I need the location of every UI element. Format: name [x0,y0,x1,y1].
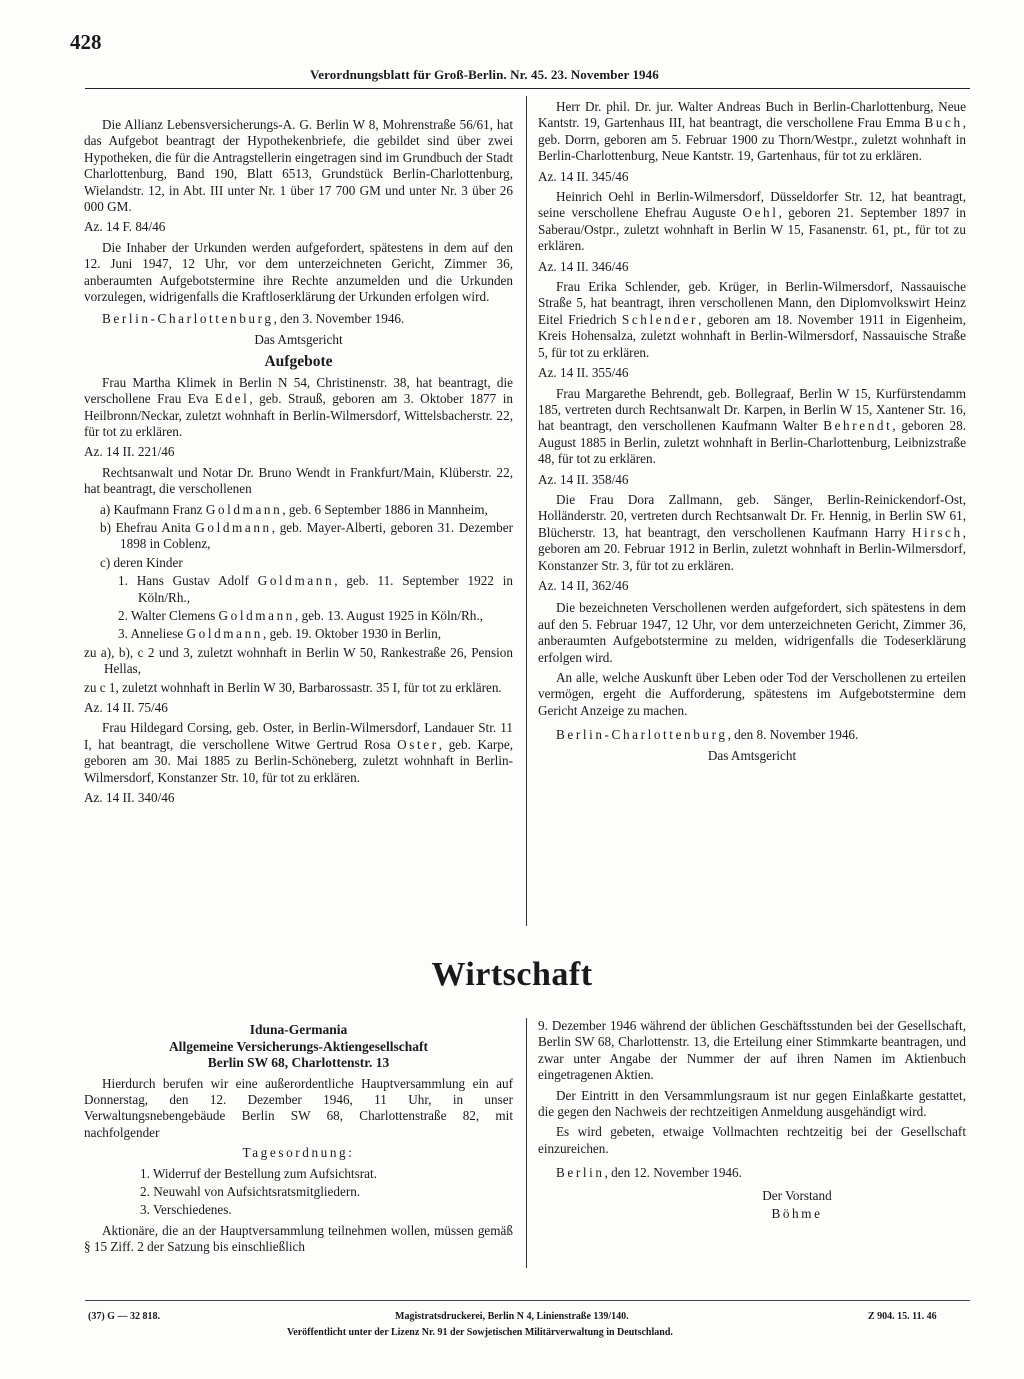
information-request: An alle, welche Auskunft über Leben oder Tod der Verschollenen zu erteilen vermögen, ergeht die Aufforderung, spätestens im Aufgebotstermine dem Gericht Anzeige zu machen. [538,670,966,718]
footer-print-code: (37) G — 32 818. [88,1311,160,1322]
dateline [538,727,966,743]
dateline-date: , den 8. November 1946. [727,727,859,743]
footer-rule [85,1300,970,1301]
wirtschaft-left-column [84,1022,513,1260]
footer-date-code: Z 904. 15. 11. 46 [868,1311,937,1322]
agenda-item: 2. Neuwahl von Aufsichtsratsmitgliedern. [140,1183,361,1199]
right-column [538,99,966,768]
wirtschaft-right-column [538,1018,966,1222]
surname: Goldmann [205,501,283,517]
meeting-notice-continued: 9. Dezember 1946 während der üblichen Geschäftsstunden bei der Gesellschaft, Berlin SW 68, Charlottenstr. 13, die Erteilung einer Stimmkarte beantragen, und zwar unter Angabe der Nummer der auf ihren Namen im Aktienbuch eingetragenen Aktien. [538,1018,966,1083]
notice-buch: Herr Dr. phil. Dr. jur. Walter Andreas Buch in Berlin-Charlottenburg, Neue Kantstr. 19, Gartenhaus III, hat beantragt, die verschollene Frau Emma Buch, geb. Dorrn, geboren am 5. Februar 1900 zu Thorn/Westpr., zuletzt wohnhaft in Berlin-Charlottenburg, Neue Kantstr. 19, Gartenhaus, für tot zu erklären. [538,99,967,164]
aufgebote-heading: Aufgebote [264,353,333,371]
allianz-paragraph: Die Allianz Lebensversicherungs-A. G. Berlin W 8, Mohrenstraße 56/61, hat das Aufgebot beantragt der Hypothekenbriefe, die gebildet sind über zwei Hypotheken, die für die Antragstellerin eingetragen sind im Grundbuch der Stadt Charlottenburg, Band 190, Blatt 6513, Grundstück Berlin-Charlottenburg, Wielandstr. 12, in Abt. III unter Nr. 1 über 17 700 GM und unter Nr. 3 über 26 000 GM. [84,117,513,215]
list-item: 1. Hans Gustav Adolf Goldmann, geb. 11. September 1922 in Köln/Rh., [118,573,513,605]
header-rule [85,88,970,89]
column-divider [526,96,527,926]
case-number: Az. 14 II. 358/46 [538,471,629,487]
list-item: a) Kaufmann Franz Goldmann, geb. 6 September 1886 in Mannheim, [100,501,488,517]
notice-schlender: Frau Erika Schlender, geb. Krüger, in Berlin-Wilmersdorf, Nassauische Straße 5, hat beantragt, ihren verschollenen Mann, den Diplomvolkswirt Heinz Eitel Friedrich Schlender, geboren am 18. November 1911 in Eigenheim, Kreis Hohensalza, zuletzt wohnhaft in Berlin-Wilmersdorf, Nassauische Straße 5, für tot zu erklären. [538,279,966,360]
dateline-place: Berlin-Charlottenburg [102,311,274,327]
summons-paragraph: Die bezeichneten Verschollenen werden aufgefordert, sich spätestens in dem auf den 5. Februar 1947, 12 Uhr, vor dem unterzeichneten Gericht, Zimmer 36, anberaumten Aufgebotstermine zu melden, widrigenfalls die Todeserklärung erfolgen wird. [538,600,966,665]
company-name: Iduna-Germania [249,1022,348,1037]
admission-notice: Der Eintritt in den Versammlungsraum ist nur gegen Einlaßkarte gestattet, die gegen den Nachweis der rechtzeitigen Anmeldung ausgehändigt wird. [538,1087,966,1120]
case-number: Az. 14 II. 75/46 [84,700,168,715]
agenda-item: 3. Verschiedenes. [140,1202,232,1218]
proxy-notice: Es wird gebeten, etwaige Vollmachten rechtzeitig bei der Gesellschaft einzureichen. [538,1124,966,1156]
surname: Behrendt [823,418,893,434]
case-number: Az. 14 II. 355/46 [538,365,629,381]
surname: Goldmann [195,519,272,535]
surname: Goldmann [218,607,295,623]
dateline [538,1165,966,1181]
dateline-date: , den 3. November 1946. [273,311,405,327]
footer-printer: Magistratsdruckerei, Berlin N 4, Linienstraße 139/140. [395,1311,629,1322]
shareholder-notice: Aktionäre, die an der Hauptversammlung teilnehmen wollen, müssen gemäß § 15 Ziff. 2 der Satzung bis einschließlich [84,1222,513,1255]
notice-klimek: Frau Martha Klimek in Berlin N 54, Christinenstr. 38, hat beantragt, die verschollene Frau Eva Edel, geb. Strauß, geboren am 3. Oktober 1877 in Heilbronn/Neckar, zuletzt wohnhaft in Berlin-Wilmersdorf, Wittelsbacherstr. 22, für tot zu erklären. [84,374,514,439]
court-signature: Das Amtsgericht [707,747,797,763]
surname: Oehl [742,205,779,221]
surname: Hirsch [911,524,963,540]
case-number: Az. 14 II. 345/46 [538,168,629,184]
list-item: c) deren Kinder [100,554,183,570]
list-item: 2. Walter Clemens Goldmann, geb. 13. August 1925 in Köln/Rh., [118,607,483,623]
summons-paragraph: Die Inhaber der Urkunden werden aufgefordert, spätestens in dem auf den 12. Juni 1947, 12 Uhr, vor dem unterzeichneten Gericht, Zimmer 36, anberaumten Aufgebotstermine ihre Rechte anzumelden und die Urkunden vorzulegen, widrigenfalls die Kraftloserklärung der Urkunden erfolgen wird. [84,239,513,305]
left-column [84,117,513,810]
page-number: 428 [70,30,102,54]
surname: Goldmann [186,626,263,642]
surname: Schlender [621,311,699,327]
wirtschaft-heading: Wirtschaft [431,956,593,993]
dateline-place: Berlin-Charlottenburg [556,727,728,743]
case-number: Az. 14 II. 221/46 [84,444,175,460]
meeting-notice: Hierdurch berufen wir eine außerordentliche Hauptversammlung ein auf Donnerstag, den 12. Dezember 1946, 11 Uhr, in unser Verwaltungsnebengebäude Berlin SW 68, Charlottenstraße 82, mit nachfolgender [84,1075,513,1140]
case-number: Az. 14 II. 346/46 [538,258,629,274]
agenda-title: Tagesordnung: [242,1145,355,1161]
court-signature: Das Amtsgericht [254,331,343,347]
list-item: 3. Anneliese Goldmann, geb. 19. Oktober 1930 in Berlin, [118,626,441,642]
dateline [84,311,513,327]
dateline-place: Berlin [556,1165,605,1181]
surname: Edel [214,391,250,407]
company-type: Allgemeine Versicherungs-Aktiengesellschaft [168,1038,429,1054]
notice-oehl: Heinrich Oehl in Berlin-Wilmersdorf, Düsseldorfer Str. 12, hat beantragt, seine verschollene Ehefrau Auguste Oehl, geboren 21. September 1897 in Saberau/Ostpr., zuletzt wohnhaft in Berlin W 15, Fasanenstr. 61, pt., für tot zu erklären. [538,189,966,254]
surname: Oster [397,736,439,752]
case-number: Az. 14 II. 340/46 [84,790,175,806]
dateline-date: , den 12. November 1946. [604,1165,742,1181]
case-number: Az. 14 II, 362/46 [538,577,629,593]
list-item: b) Ehefrau Anita Goldmann, geb. Mayer-Alberti, geboren 31. Dezember 1898 in Coblenz, [100,519,513,552]
notice-behrendt: Frau Margarethe Behrendt, geb. Bollegraaf, Berlin W 15, Kurfürstendamm 185, vertreten durch Rechtsanwalt Dr. Karpen, in Berlin W 15, Xantener Str. 16, hat beantragt, den verschollenen Kaufmann Walter Behrendt, geboren 28. August 1885 in Berlin, zuletzt wohnhaft in Berlin-Charlottenburg, Leibnizstraße 48, für tot zu erklären. [538,385,967,467]
case-number: Az. 14 F. 84/46 [84,219,166,235]
footer-license: Veröffentlicht unter der Lizenz Nr. 91 der Sowjetischen Militärverwaltung in Deutschland. [287,1327,673,1338]
residence-note: zu c 1, zuletzt wohnhaft in Berlin W 30, Barbarossastr. 35 I, für tot zu erklären. [84,679,502,695]
agenda-item: 1. Widerruf der Bestellung zum Aufsichtsrat. [140,1165,377,1181]
company-address: Berlin SW 68, Charlottenstr. 13 [207,1055,390,1070]
surname: Goldmann [257,573,335,589]
running-head: Verordnungsblatt für Groß-Berlin. Nr. 45. 23. November 1946 [310,67,659,82]
surname: Buch [924,115,963,131]
residence-note: zu a), b), c 2 und 3, zuletzt wohnhaft in Berlin W 50, Rankestraße 26, Pension Hellas, [84,644,513,677]
notice-hirsch: Die Frau Dora Zallmann, geb. Sänger, Berlin-Reinickendorf-Ost, Holländerstr. 20, vertreten durch Rechtsanwalt Dr. Fr. Hennig, in Berlin SW 61, Blücherstr. 13, hat beantragt, den verschollenen Kaufmann Harry Hirsch, geboren am 20. Februar 1912 in Berlin, zuletzt wohnhaft in Berlin-Wilmersdorf, Konstanzer Str. 3, für tot zu erklären. [538,491,966,573]
notice-corsing: Frau Hildegard Corsing, geb. Oster, in Berlin-Wilmersdorf, Landauer Str. 11 I, hat beantragt, die verschollene Witwe Gertrud Rosa Oster, geb. Karpe, geboren am 30. Mai 1885 zu Berlin-Schöneberg, zuletzt wohnhaft in Berlin-Wilmersdorf, Konstanzer Str. 10, für tot zu erklären. [84,720,513,785]
column-divider [526,1018,527,1268]
notice-wendt: Rechtsanwalt und Notar Dr. Bruno Wendt in Frankfurt/Main, Klüberstr. 22, hat beantragt, die verschollenen [84,464,513,497]
signer-title: Der Vorstand [762,1187,832,1203]
signer-name: Böhme [771,1206,823,1222]
